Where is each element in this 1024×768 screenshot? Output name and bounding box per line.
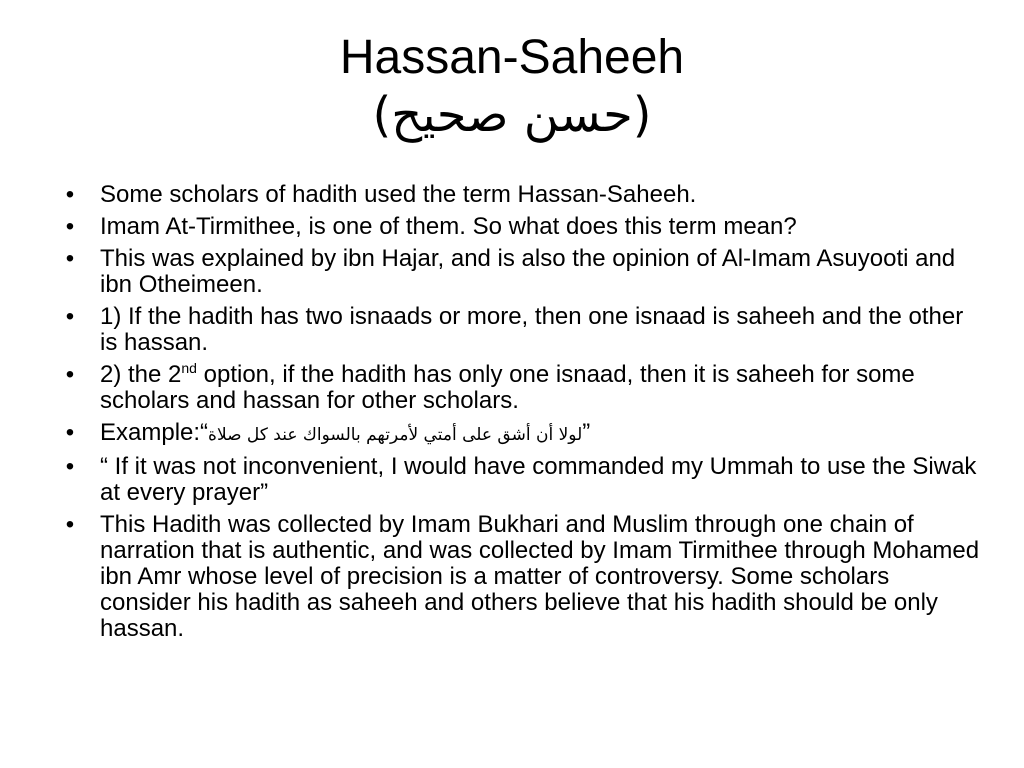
bullet-item (60, 512, 980, 642)
bullet-dot-icon: • (65, 303, 75, 330)
bullet-item (60, 304, 980, 356)
bullet-dot-icon: • (65, 453, 75, 480)
bullet-text-prefix: 2) the 2 (100, 361, 182, 388)
bullet-dot-icon: • (65, 181, 75, 208)
bullet-text: 1) If the hadith has two isnaads or more, then one isnaad is saheeh and the other is hassan. (100, 303, 964, 356)
bullet-dot-icon: • (65, 213, 75, 240)
slide-title: Hassan-Saheeh (339, 31, 685, 84)
slide-subtitle-arabic: (حسن صحيح) (372, 87, 652, 143)
bullet-list (60, 182, 980, 648)
arabic-hadith-text: لولا أن أشق على أمتي لأمرتهم بالسواك عند كل صلاة (208, 425, 583, 445)
bullet-item-example (60, 420, 980, 448)
bullet-item (60, 214, 980, 240)
bullet-text: Imam At-Tirmithee, is one of them. So what does this term mean? (100, 213, 797, 240)
bullet-text: This was explained by ibn Hajar, and is also the opinion of Al-Imam Asuyooti and ibn Otheimeen. (100, 245, 956, 298)
close-quote: ” (582, 419, 591, 446)
bullet-item (60, 182, 980, 208)
bullet-dot-icon: • (65, 361, 75, 388)
bullet-text: Some scholars of hadith used the term Hassan-Saheeh. (100, 181, 697, 208)
bullet-item (60, 362, 980, 414)
bullet-dot-icon: • (65, 419, 75, 446)
bullet-item (60, 246, 980, 298)
title-block (0, 30, 1024, 144)
open-quote: “ (200, 419, 209, 446)
bullet-dot-icon: • (65, 245, 75, 272)
example-label: Example: (100, 419, 201, 446)
bullet-text: “ If it was not inconvenient, I would have commanded my Ummah to use the Siwak at every prayer” (100, 453, 977, 506)
bullet-dot-icon: • (65, 511, 75, 538)
bullet-text: This Hadith was collected by Imam Bukhari and Muslim through one chain of narration that is authentic, and was collected by Imam Tirmithee through Mohamed ibn Amr whose level of precision is a matter of controversy. Some scholars consider his hadith as saheeh and others believe that his hadith should be only hassan. (100, 511, 980, 642)
ordinal-superscript: nd (181, 360, 197, 376)
bullet-text-suffix: option, if the hadith has only one isnaad, then it is saheeh for some scholars and hassan for other scholars. (100, 361, 915, 414)
bullet-item (60, 454, 980, 506)
